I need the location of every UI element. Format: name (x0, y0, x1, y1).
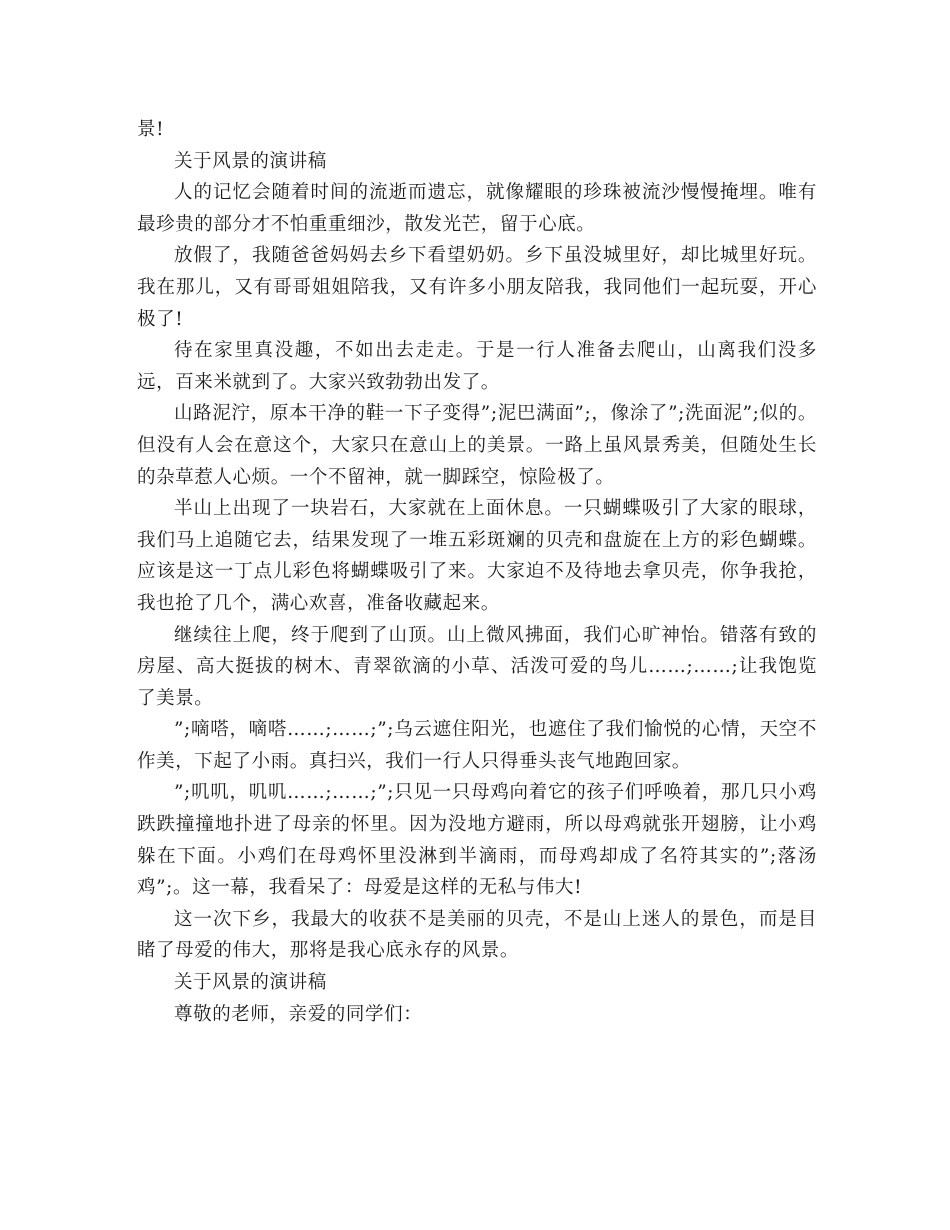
section-heading: 关于风景的演讲稿 (174, 972, 327, 994)
paragraph: ”;嘀嗒，嘀嗒……;……;”;乌云遮住阳光，也遮住了我们愉悦的心情，天空不作美，下起了小雨。真扫兴，我们一行人只得垂头丧气地跑回家。 (137, 719, 817, 772)
paragraph: 放假了，我随爸爸妈妈去乡下看望奶奶。乡下虽没城里好，却比城里好玩。我在那儿，又有哥哥姐姐陪我，又有许多小朋友陪我，我同他们一起玩耍，开心极了! (137, 245, 817, 330)
paragraph: ”;叽叽，叽叽……;……;”;只见一只母鸡向着它的孩子们呼唤着，那几只小鸡跌跌撞撞地扑进了母亲的怀里。因为没地方避雨，所以母鸡就张开翅膀，让小鸡躲在下面。小鸡们在母鸡怀里没淋到半滴雨，而母鸡却成了名符其实的”;落汤鸡”;。这一幕，我看呆了：母爱是这样的无私与伟大! (137, 782, 817, 899)
document-body (137, 114, 817, 1030)
paragraph: 待在家里真没趣，不如出去走走。于是一行人准备去爬山，山离我们没多远，百来米就到了。大家兴致勃勃出发了。 (137, 340, 817, 393)
section-heading: 关于风景的演讲稿 (174, 150, 327, 172)
paragraph: 山路泥泞，原本干净的鞋一下子变得”;泥巴满面”;，像涂了”;洗面泥”;似的。但没有人会在意这个，大家只在意山上的美景。一路上虽风景秀美，但随处生长的杂草惹人心烦。一个不留神，就一脚踩空，惊险极了。 (137, 403, 817, 488)
paragraph-continuation: 景! (137, 119, 165, 140)
paragraph: 人的记忆会随着时间的流逝而遗忘，就像耀眼的珍珠被流沙慢慢掩埋。唯有最珍贵的部分才不怕重重细沙，散发光芒，留于心底。 (137, 182, 817, 235)
paragraph: 半山上出现了一块岩石，大家就在上面休息。一只蝴蝶吸引了大家的眼球，我们马上追随它去，结果发现了一堆五彩斑斓的贝壳和盘旋在上方的彩色蝴蝶。应该是这一丁点儿彩色将蝴蝶吸引了来。大家迫不及待地去拿贝壳，你争我抢，我也抢了几个，满心欢喜，准备收藏起来。 (137, 498, 817, 614)
salutation: 尊敬的老师，亲爱的同学们： (174, 1003, 423, 1025)
paragraph: 这一次下乡，我最大的收获不是美丽的贝壳，不是山上迷人的景色，而是目睹了母爱的伟大，那将是我心底永存的风景。 (137, 908, 817, 962)
paragraph: 继续往上爬，终于爬到了山顶。山上微风拂面，我们心旷神怡。错落有致的房屋、高大挺拔的树木、青翠欲滴的小草、活泼可爱的鸟儿……;……;让我饱览了美景。 (137, 624, 817, 709)
